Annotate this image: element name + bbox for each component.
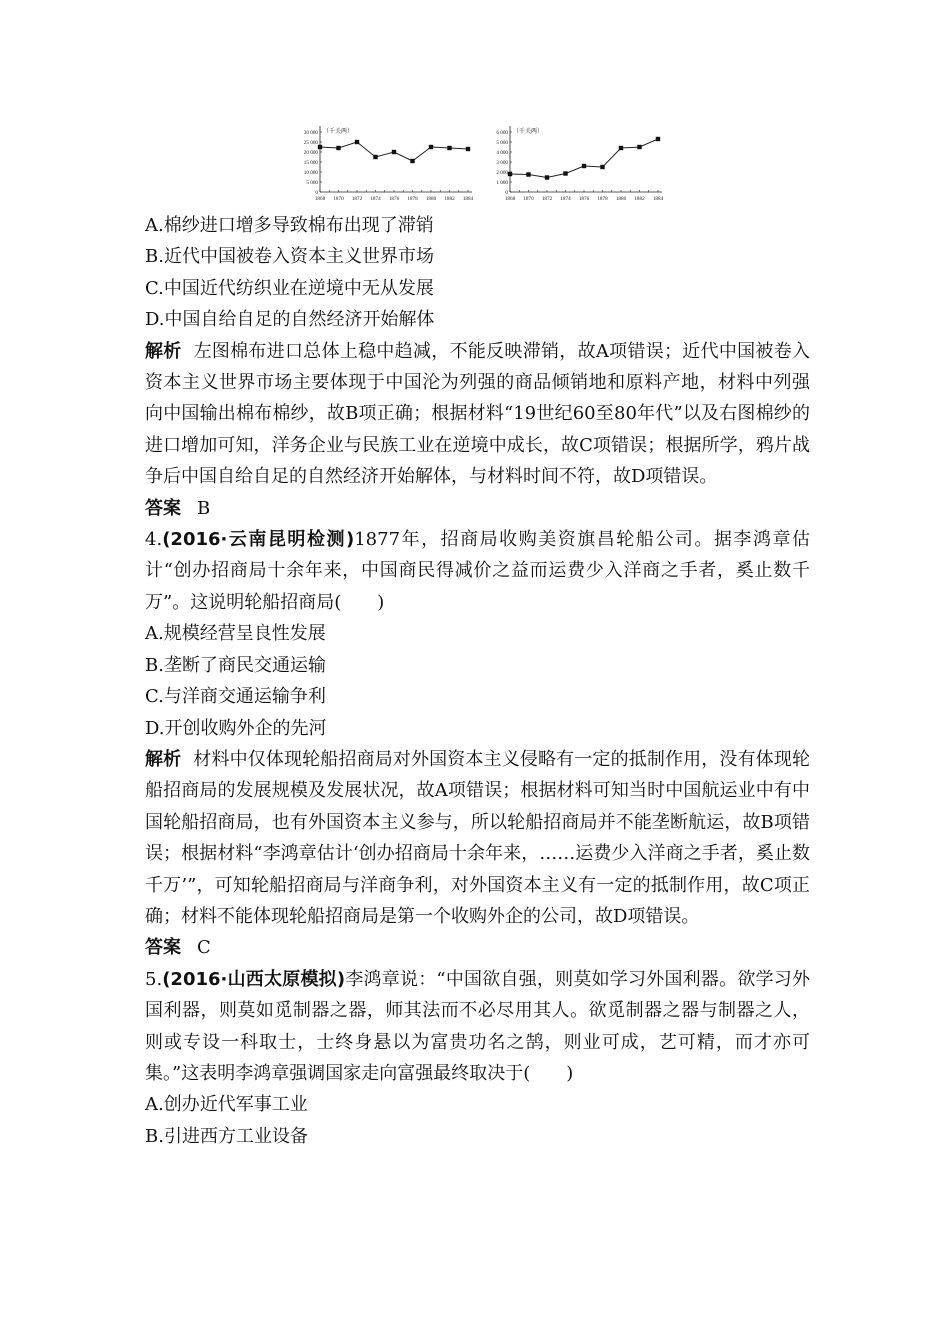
yarn-chart-data-point bbox=[656, 137, 660, 141]
q4-analysis bbox=[145, 744, 810, 932]
yarn-chart-y-tick-label: 6 000 bbox=[496, 130, 508, 136]
q4-option-a: A.规模经营呈良性发展 bbox=[145, 623, 326, 645]
q3-option-a: A.棉纱进口增多导致棉布出现了滞销 bbox=[145, 215, 434, 236]
yarn-chart-x-tick-label: 1872 bbox=[541, 196, 553, 202]
cloth-chart-x-tick-label: 1872 bbox=[351, 196, 363, 202]
yarn-chart-x-tick-label: 1882 bbox=[634, 196, 645, 202]
yarn-chart-y-tick-label: 0 bbox=[505, 190, 508, 196]
q3-option-b: B.近代中国被卷入资本主义世界市场 bbox=[145, 246, 434, 268]
cloth-chart-y-tick-label: 30 000 bbox=[303, 130, 318, 136]
cloth-chart-x-tick-label: 1884 bbox=[462, 196, 474, 202]
cloth-chart-y-tick-label: 20 000 bbox=[303, 150, 318, 156]
yarn-chart-x-tick-label: 1874 bbox=[560, 196, 571, 202]
cloth-chart-y-tick-label: 5 000 bbox=[306, 180, 318, 186]
q4-option-b: B.垄断了商民交通运输 bbox=[145, 654, 326, 676]
cloth-chart-x-tick-label: 1878 bbox=[407, 196, 418, 202]
cloth-chart-data-point bbox=[318, 145, 322, 149]
yarn-chart-data-point bbox=[600, 165, 604, 169]
yarn-chart-data-point bbox=[582, 164, 586, 168]
q3-answer bbox=[145, 493, 810, 524]
cloth-chart-x-tick-label: 1868 bbox=[314, 196, 326, 202]
cloth-chart-data-point bbox=[336, 146, 340, 150]
cloth-chart-data-point bbox=[447, 146, 451, 150]
yarn-chart-y-tick-label: 4 000 bbox=[496, 150, 508, 156]
q5-stem bbox=[145, 964, 810, 1090]
yarn-chart-data-point bbox=[526, 172, 530, 176]
cloth-chart-x-tick-label: 1876 bbox=[388, 196, 400, 202]
analysis-label: 解析 bbox=[145, 340, 182, 362]
yarn-chart-y-tick-label: 2 000 bbox=[496, 170, 508, 176]
q3-option-c: C.中国近代纺织业在逆境中无从发展 bbox=[145, 277, 434, 299]
cotton-yarn-line-chart bbox=[480, 122, 665, 202]
cloth-chart-y-tick-label: 15 000 bbox=[303, 160, 318, 166]
yarn-chart-data-point bbox=[637, 145, 641, 149]
cloth-chart-data-point bbox=[466, 147, 470, 151]
yarn-chart-series-line bbox=[510, 139, 658, 178]
q5-source: (2016·山西太原模拟) bbox=[162, 968, 346, 990]
yarn-chart-data-point bbox=[508, 172, 512, 176]
yarn-chart-unit-label: （千关两） bbox=[513, 129, 544, 135]
yarn-chart-x-tick-label: 1870 bbox=[523, 196, 534, 202]
cloth-chart-x-tick-label: 1870 bbox=[333, 196, 344, 202]
yarn-chart-y-tick-label: 5 000 bbox=[496, 140, 508, 146]
q4-number: 4. bbox=[145, 529, 163, 551]
yarn-chart-x-tick-label: 1876 bbox=[578, 196, 590, 202]
cloth-chart-data-point bbox=[429, 145, 433, 149]
import-charts bbox=[290, 122, 670, 202]
q4-stem bbox=[145, 524, 810, 618]
yarn-chart-x-tick-label: 1880 bbox=[615, 196, 627, 202]
q4-stem-text: 1877年，招商局收购美资旗昌轮船公司。据李鸿章估计“创办招商局十余年来，中国商民得减价之益而运费少入洋商之手者，奚止数千万”。这说明轮船招商局( ) bbox=[145, 529, 810, 613]
q5-stem-text: 李鸿章说：“中国欲自强，则莫如学习外国利器。欲学习外国利器，则莫如觅制器之器，师其法而不必尽用其人。欲觅制器之器与制器之人，则或专设一科取士，士终身悬以为富贵功名之鹄，则业可成，艺可精，而才亦可集。”这表明李鸿章强调国家走向富强最终取决于( ) bbox=[145, 968, 810, 1084]
q4-answer-value: C bbox=[197, 937, 211, 959]
cloth-chart-data-point bbox=[410, 159, 414, 163]
cloth-chart-unit-label: （千关两） bbox=[323, 129, 354, 135]
cotton-cloth-line-chart bbox=[290, 122, 475, 202]
q5-option-a: A.创办近代军事工业 bbox=[145, 1094, 308, 1116]
document-body bbox=[145, 210, 810, 1152]
yarn-chart-data-point bbox=[545, 175, 549, 179]
q5-number: 5. bbox=[145, 968, 163, 990]
q4-analysis-text: 材料中仅体现轮船招商局对外国资本主义侵略有一定的抵制作用，没有体现轮船招商局的发展规模及发展状况，故A项错误；根据材料可知当时中国航运业中有中国轮船招商局，也有外国资本主义参与，所以轮船招商局并不能垄断航运，故B项错误；根据材料“李鸿章估计‘创办招商局十余年来，……运费少入洋商之手者，奚止数千万’”，可知轮船招商局与洋商争利，对外国资本主义有一定的抵制作用，故C项正确；材料不能体现轮船招商局是第一个收购外企的公司，故D项错误。 bbox=[145, 748, 811, 927]
q4-answer bbox=[145, 932, 810, 963]
cloth-chart-data-point bbox=[355, 140, 359, 144]
cloth-chart-data-point bbox=[373, 155, 377, 159]
analysis-label: 解析 bbox=[145, 748, 182, 770]
answer-label: 答案 bbox=[145, 497, 181, 519]
yarn-chart-y-tick-label: 3 000 bbox=[496, 160, 508, 166]
answer-label: 答案 bbox=[145, 937, 181, 959]
cloth-chart-x-tick-label: 1874 bbox=[370, 196, 381, 202]
cloth-chart-x-tick-label: 1882 bbox=[444, 196, 455, 202]
yarn-chart-data-point bbox=[563, 171, 567, 175]
q5-option-b: B.引进西方工业设备 bbox=[145, 1125, 308, 1147]
cloth-chart-y-tick-label: 25 000 bbox=[303, 140, 318, 146]
q4-option-d: D.开创收购外企的先河 bbox=[145, 717, 327, 739]
cloth-chart-y-tick-label: 0 bbox=[315, 190, 318, 196]
yarn-chart-data-point bbox=[619, 146, 623, 150]
cotton-cloth-import-chart bbox=[290, 122, 475, 202]
cloth-chart-x-tick-label: 1880 bbox=[425, 196, 437, 202]
q4-source: (2016·云南昆明检测) bbox=[162, 529, 355, 551]
q3-analysis-text: 左图棉布进口总体上稳中趋减，不能反映滞销，故A项错误；近代中国被卷入资本主义世界市场主要体现于中国沦为列强的商品倾销地和原料产地，材料中列强向中国输出棉布棉纱，故B项正确；根据材料“19世纪60至80年代”以及右图棉纱的进口增加可知，洋务企业与民族工业在逆境中成长，故C项错误；根据所学，鸦片战争后中国自给自足的自然经济开始解体，与材料时间不符，故D项错误。 bbox=[145, 340, 811, 488]
q4-option-c: C.与洋商交通运输争利 bbox=[145, 686, 326, 708]
yarn-chart-x-tick-label: 1878 bbox=[597, 196, 608, 202]
cloth-chart-data-point bbox=[392, 150, 396, 154]
cloth-chart-y-tick-label: 10 000 bbox=[303, 170, 318, 176]
q3-analysis bbox=[145, 336, 810, 493]
yarn-chart-x-tick-label: 1868 bbox=[504, 196, 516, 202]
q3-answer-value: B bbox=[197, 497, 211, 519]
yarn-chart-y-tick-label: 1 000 bbox=[496, 180, 508, 186]
q3-option-d: D.中国自给自足的自然经济开始解体 bbox=[145, 309, 435, 331]
yarn-chart-x-tick-label: 1884 bbox=[652, 196, 664, 202]
cotton-yarn-import-chart bbox=[480, 122, 665, 202]
